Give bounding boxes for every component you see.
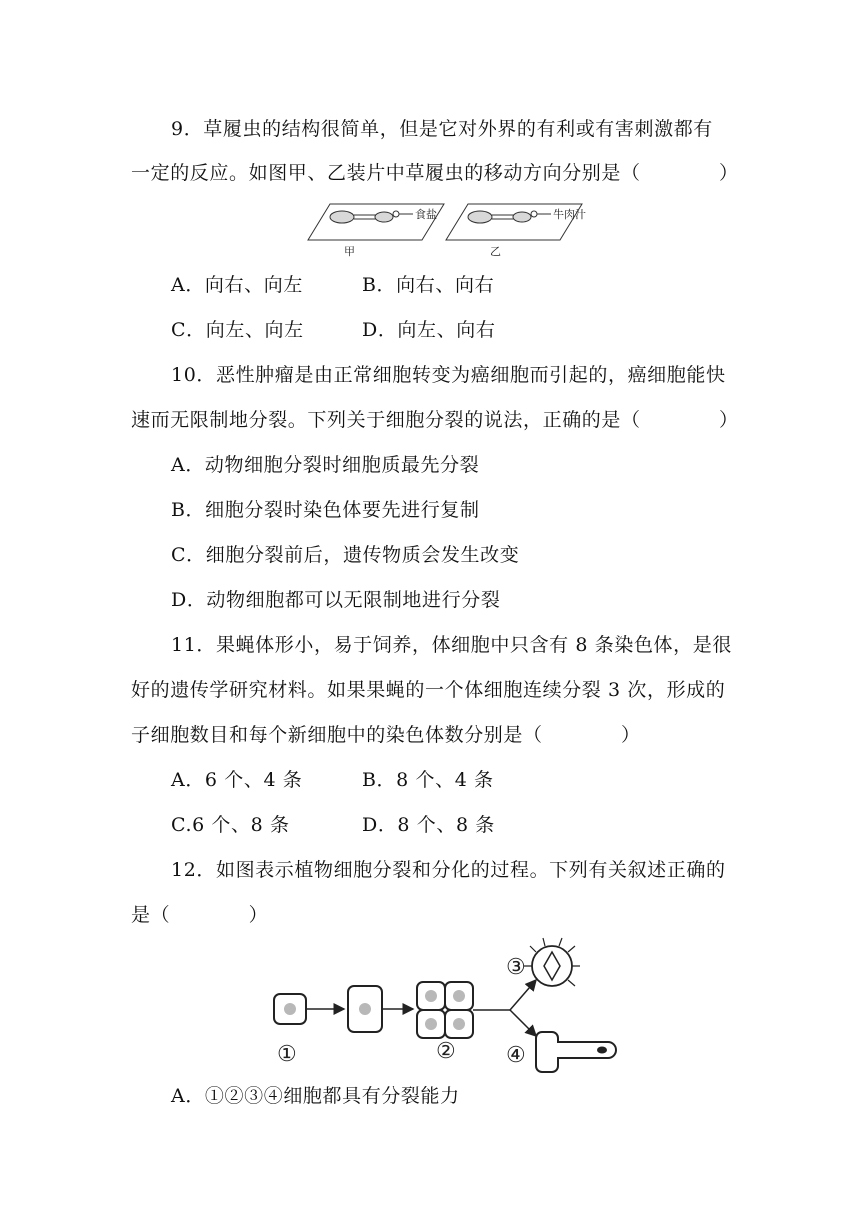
q12-option-a: A．①②③④细胞都具有分裂能力 — [171, 1085, 460, 1107]
q11-stem-line2: 好的遗传学研究材料。如果果蝇的一个体细胞连续分裂 3 次，形成的 — [131, 679, 726, 701]
q12-stem-line1: 12．如图表示植物细胞分裂和分化的过程。下列有关叙述正确的 — [171, 859, 726, 881]
cell-group-2 — [417, 982, 473, 1038]
cell-1-nucleus — [284, 1003, 296, 1015]
q11-option-a: A．6 个、4 条 — [171, 769, 303, 791]
label-broth: 牛肉汁 — [553, 208, 586, 221]
q11-option-c: C.6 个、8 条 — [171, 814, 290, 836]
cell-3 — [524, 938, 580, 986]
label-3: ③ — [506, 955, 526, 980]
cell-enlarged-nucleus — [359, 1003, 371, 1015]
q12-stem-line2: 是（ ） — [131, 904, 269, 926]
label-2: ② — [436, 1039, 456, 1064]
q12-figure — [260, 936, 640, 1076]
salt-drop — [393, 211, 399, 217]
q9-figure — [300, 196, 620, 262]
paramecium-jia — [330, 211, 354, 223]
caption-jia: 甲 — [344, 245, 355, 258]
q10-option-d: D．动物细胞都可以无限制地进行分裂 — [171, 589, 501, 611]
paramecium-yi — [468, 211, 492, 223]
q9-stem-line1: 9．草履虫的结构很简单，但是它对外界的有利或有害刺激都有 — [171, 118, 713, 140]
q11-stem-line1: 11．果蝇体形小，易于饲养，体细胞中只含有 8 条染色体，是很 — [171, 634, 732, 656]
drop-yi — [513, 212, 531, 222]
q9-stem-line2: 一定的反应。如图甲、乙装片中草履虫的移动方向分别是（ ） — [131, 162, 739, 184]
label-1: ① — [277, 1042, 297, 1067]
cell-4-nucleus — [597, 1047, 607, 1054]
q11-option-d: D．8 个、8 条 — [362, 814, 495, 836]
q10-stem-line1: 10．恶性肿瘤是由正常细胞转变为癌细胞而引起的，癌细胞能快 — [171, 364, 726, 386]
q10-option-a: A．动物细胞分裂时细胞质最先分裂 — [171, 454, 480, 476]
q10-option-c: C．细胞分裂前后，遗传物质会发生改变 — [171, 544, 520, 566]
caption-yi: 乙 — [490, 245, 501, 258]
label-salt: 食盐 — [415, 208, 437, 221]
q9-option-a: A．向右、向左 — [171, 274, 303, 296]
q10-option-b: B．细胞分裂时染色体要先进行复制 — [171, 499, 480, 521]
q9-option-b: B．向右、向右 — [362, 274, 495, 296]
drop-jia — [375, 212, 393, 222]
q11-stem-line3: 子细胞数目和每个新细胞中的染色体数分别是（ ） — [131, 724, 641, 746]
broth-drop — [531, 211, 537, 217]
label-4: ④ — [506, 1043, 526, 1068]
q11-option-b: B．8 个、4 条 — [362, 769, 494, 791]
q10-stem-line2: 速而无限制地分裂。下列关于细胞分裂的说法，正确的是（ ） — [131, 409, 739, 431]
q9-option-c: C．向左、向左 — [171, 319, 304, 341]
q9-option-d: D．向左、向右 — [362, 319, 496, 341]
